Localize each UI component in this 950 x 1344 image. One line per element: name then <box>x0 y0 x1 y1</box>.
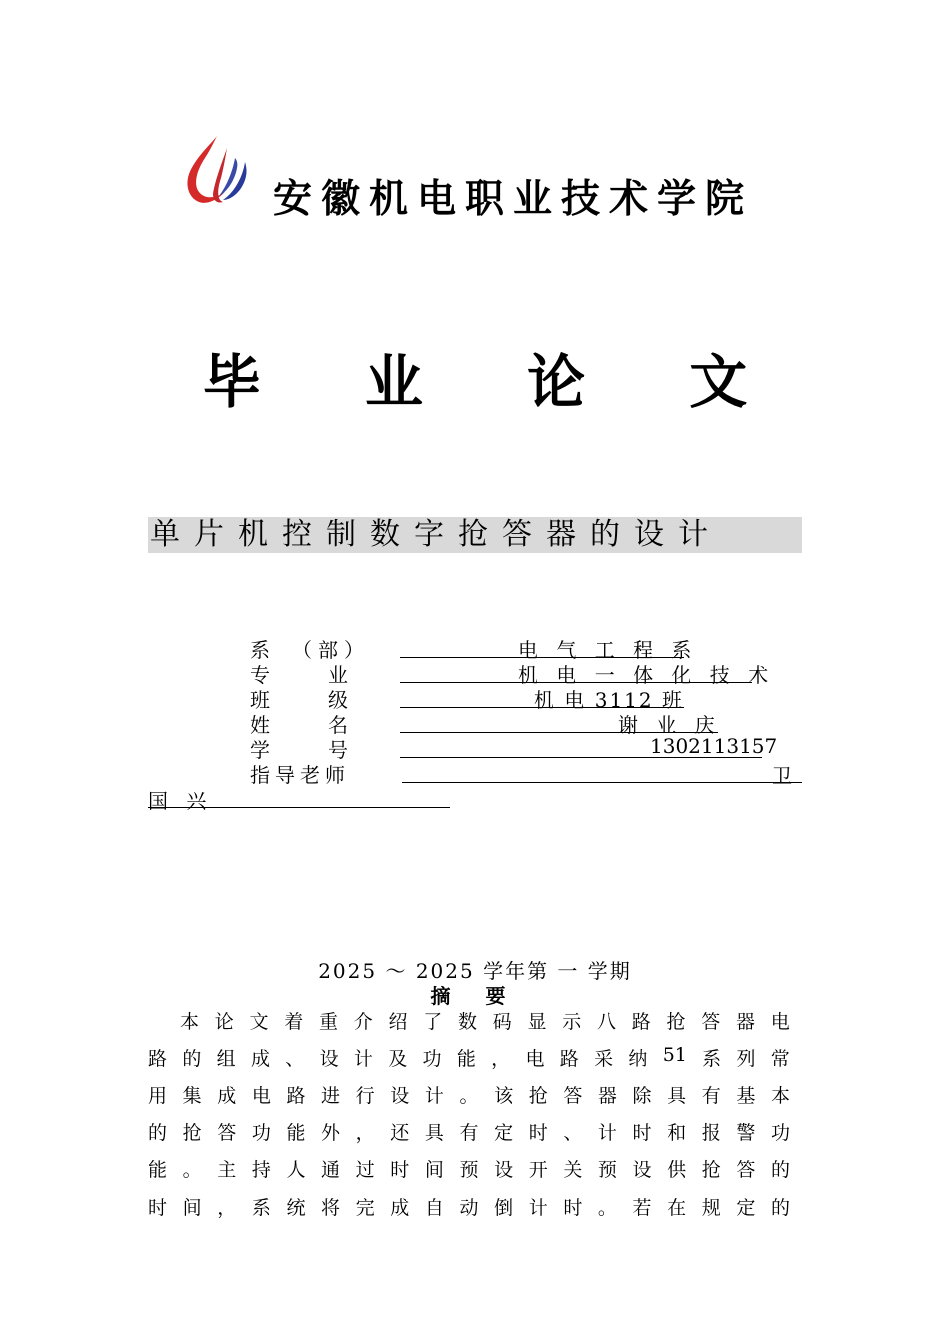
abstract-char: 和 <box>667 1122 687 1144</box>
abstract-char: ， <box>217 1197 237 1219</box>
abstract-char: 路 <box>559 1048 579 1070</box>
abstract-char: 采 <box>594 1048 614 1070</box>
abstract-char: 的 <box>182 1048 202 1070</box>
abstract-char: 计 <box>353 1048 373 1070</box>
abstract-char: 还 <box>390 1122 410 1144</box>
abstract-char: 。 <box>597 1197 617 1219</box>
abstract-char: 常 <box>770 1048 790 1070</box>
abstract-char: 该 <box>494 1085 514 1107</box>
abstract-char: 间 <box>424 1159 444 1181</box>
abstract-char: 有 <box>701 1085 721 1107</box>
abstract-char: 答 <box>563 1085 583 1107</box>
advisor-label: 指导老师 <box>250 763 350 787</box>
abstract-char: 在 <box>667 1197 687 1219</box>
abstract-char: 具 <box>667 1085 687 1107</box>
abstract-char: 警 <box>736 1122 756 1144</box>
abstract-char: 纳 <box>628 1048 648 1070</box>
abstract-char: 电 <box>770 1011 790 1033</box>
abstract-char: 抢 <box>666 1011 686 1033</box>
abstract-char: 过 <box>355 1159 375 1181</box>
abstract-char: 具 <box>424 1122 444 1144</box>
abstract-char: 设 <box>494 1159 514 1181</box>
abstract-char: 列 <box>736 1048 756 1070</box>
abstract-char: 路 <box>286 1085 306 1107</box>
abstract-char: 成 <box>250 1048 270 1070</box>
abstract-char: 主 <box>217 1159 237 1181</box>
abstract-char: 自 <box>424 1197 444 1219</box>
abstract-char: 能 <box>286 1122 306 1144</box>
abstract-char: 统 <box>286 1197 306 1219</box>
abstract-char: 本 <box>770 1085 790 1107</box>
abstract-line <box>148 1044 790 1071</box>
abstract-char: 设 <box>632 1159 652 1181</box>
abstract-char: 基 <box>736 1085 756 1107</box>
abstract-char: 能 <box>456 1048 476 1070</box>
abstract-char: 码 <box>492 1011 512 1033</box>
abstract-heading: 摘 要 <box>430 984 520 1008</box>
abstract-char: 计 <box>528 1197 548 1219</box>
advisor-underline <box>402 782 802 783</box>
abstract-char: 时 <box>148 1197 168 1219</box>
abstract-char: 重 <box>319 1011 339 1033</box>
abstract-char: 的 <box>770 1159 790 1181</box>
school-logo <box>183 134 249 206</box>
major-label: 专 业 <box>250 663 354 687</box>
school-name: 安徽机电职业技术学院 <box>273 177 754 222</box>
abstract-char: 电 <box>525 1048 545 1070</box>
abstract-char: 着 <box>284 1011 304 1033</box>
abstract-char: 预 <box>459 1159 479 1181</box>
thesis-type-heading: 毕 业 论 文 <box>202 348 790 416</box>
dept-value: 电 气 工 程 系 <box>518 638 698 662</box>
abstract-char: 设 <box>319 1048 339 1070</box>
abstract-char: ， <box>491 1048 511 1070</box>
thesis-title: 单片机控制数字抢答器的设计 <box>150 517 722 552</box>
abstract-char: 论 <box>214 1011 234 1033</box>
abstract-char: 有 <box>459 1122 479 1144</box>
abstract-char: 功 <box>251 1122 271 1144</box>
abstract-char: 成 <box>217 1085 237 1107</box>
abstract-char: 路 <box>631 1011 651 1033</box>
name-value: 谢 业 庆 <box>618 713 721 737</box>
abstract-char: 供 <box>667 1159 687 1181</box>
abstract-char: 行 <box>355 1085 375 1107</box>
name-label: 姓 名 <box>250 713 354 737</box>
abstract-char: 进 <box>321 1085 341 1107</box>
abstract-char: 通 <box>321 1159 341 1181</box>
class-value: 机 电 3112 班 <box>534 688 684 712</box>
abstract-char: 显 <box>527 1011 547 1033</box>
abstract-char: 设 <box>390 1085 410 1107</box>
abstract-char: 计 <box>424 1085 444 1107</box>
abstract-char: 文 <box>249 1011 269 1033</box>
abstract-char: 外 <box>321 1122 341 1144</box>
dept-label: 系 （部） <box>250 638 370 662</box>
abstract-char: 抢 <box>701 1159 721 1181</box>
abstract-char: 的 <box>148 1122 168 1144</box>
abstract-char: 答 <box>217 1122 237 1144</box>
abstract-char: 介 <box>353 1011 373 1033</box>
abstract-char: 定 <box>494 1122 514 1144</box>
abstract-char: 了 <box>423 1011 443 1033</box>
abstract-char: 成 <box>390 1197 410 1219</box>
abstract-char: 。 <box>459 1085 479 1107</box>
abstract-char: 时 <box>563 1197 583 1219</box>
abstract-line <box>148 1081 790 1108</box>
abstract-char: 定 <box>736 1197 756 1219</box>
abstract-char: 时 <box>632 1122 652 1144</box>
abstract-char: 完 <box>355 1197 375 1219</box>
abstract-char: 时 <box>390 1159 410 1181</box>
abstract-char: 时 <box>528 1122 548 1144</box>
abstract-char: 抢 <box>182 1122 202 1144</box>
student-id-label: 学 号 <box>250 738 354 762</box>
abstract-char: 、 <box>285 1048 305 1070</box>
abstract-char: 路 <box>148 1048 168 1070</box>
abstract-char: 。 <box>182 1159 202 1181</box>
advisor-value-part1: 卫 <box>772 764 798 788</box>
abstract-char: 答 <box>736 1159 756 1181</box>
abstract-char: 及 <box>388 1048 408 1070</box>
abstract-char: 规 <box>701 1197 721 1219</box>
abstract-char: 功 <box>422 1048 442 1070</box>
abstract-char: 的 <box>770 1197 790 1219</box>
abstract-char: 用 <box>148 1085 168 1107</box>
abstract-char: 倒 <box>494 1197 514 1219</box>
abstract-char: 、 <box>563 1122 583 1144</box>
abstract-char: 持 <box>251 1159 271 1181</box>
abstract-char: 51 <box>662 1044 687 1066</box>
abstract-char: 预 <box>597 1159 617 1181</box>
major-value: 机 电 一 体 化 技 术 <box>518 663 775 687</box>
abstract-char: 抢 <box>528 1085 548 1107</box>
abstract-char: 计 <box>597 1122 617 1144</box>
abstract-line <box>148 1193 790 1220</box>
abstract-char: 系 <box>702 1048 722 1070</box>
abstract-char: 功 <box>770 1122 790 1144</box>
abstract-char: 除 <box>632 1085 652 1107</box>
abstract-char: 动 <box>459 1197 479 1219</box>
abstract-char: 系 <box>251 1197 271 1219</box>
abstract-char: 间 <box>182 1197 202 1219</box>
abstract-char: 电 <box>251 1085 271 1107</box>
abstract-char: 若 <box>632 1197 652 1219</box>
abstract-line <box>148 1118 790 1145</box>
abstract-char: 答 <box>701 1011 721 1033</box>
advisor-value-part2: 国 兴 <box>148 789 213 813</box>
abstract-char: 器 <box>736 1011 756 1033</box>
abstract-char: ， <box>355 1122 375 1144</box>
abstract-char: 八 <box>597 1011 617 1033</box>
class-label: 班 级 <box>250 688 354 712</box>
abstract-char: 数 <box>458 1011 478 1033</box>
student-id-value: 1302113157 <box>650 734 778 758</box>
abstract-char: 人 <box>286 1159 306 1181</box>
abstract-char: 本 <box>180 1011 200 1033</box>
abstract-char: 能 <box>148 1159 168 1181</box>
abstract-char: 开 <box>528 1159 548 1181</box>
abstract-char: 报 <box>701 1122 721 1144</box>
abstract-char: 示 <box>562 1011 582 1033</box>
advisor-underline-cont <box>148 807 450 808</box>
abstract-char: 集 <box>182 1085 202 1107</box>
abstract-char: 绍 <box>388 1011 408 1033</box>
abstract-line <box>148 1155 790 1182</box>
abstract-char: 将 <box>321 1197 341 1219</box>
abstract-char: 器 <box>597 1085 617 1107</box>
abstract-char: 关 <box>563 1159 583 1181</box>
academic-term: 2025 ～ 2025 学年第 一 学期 <box>318 959 632 983</box>
abstract-line <box>180 1007 790 1034</box>
abstract-char: 组 <box>216 1048 236 1070</box>
